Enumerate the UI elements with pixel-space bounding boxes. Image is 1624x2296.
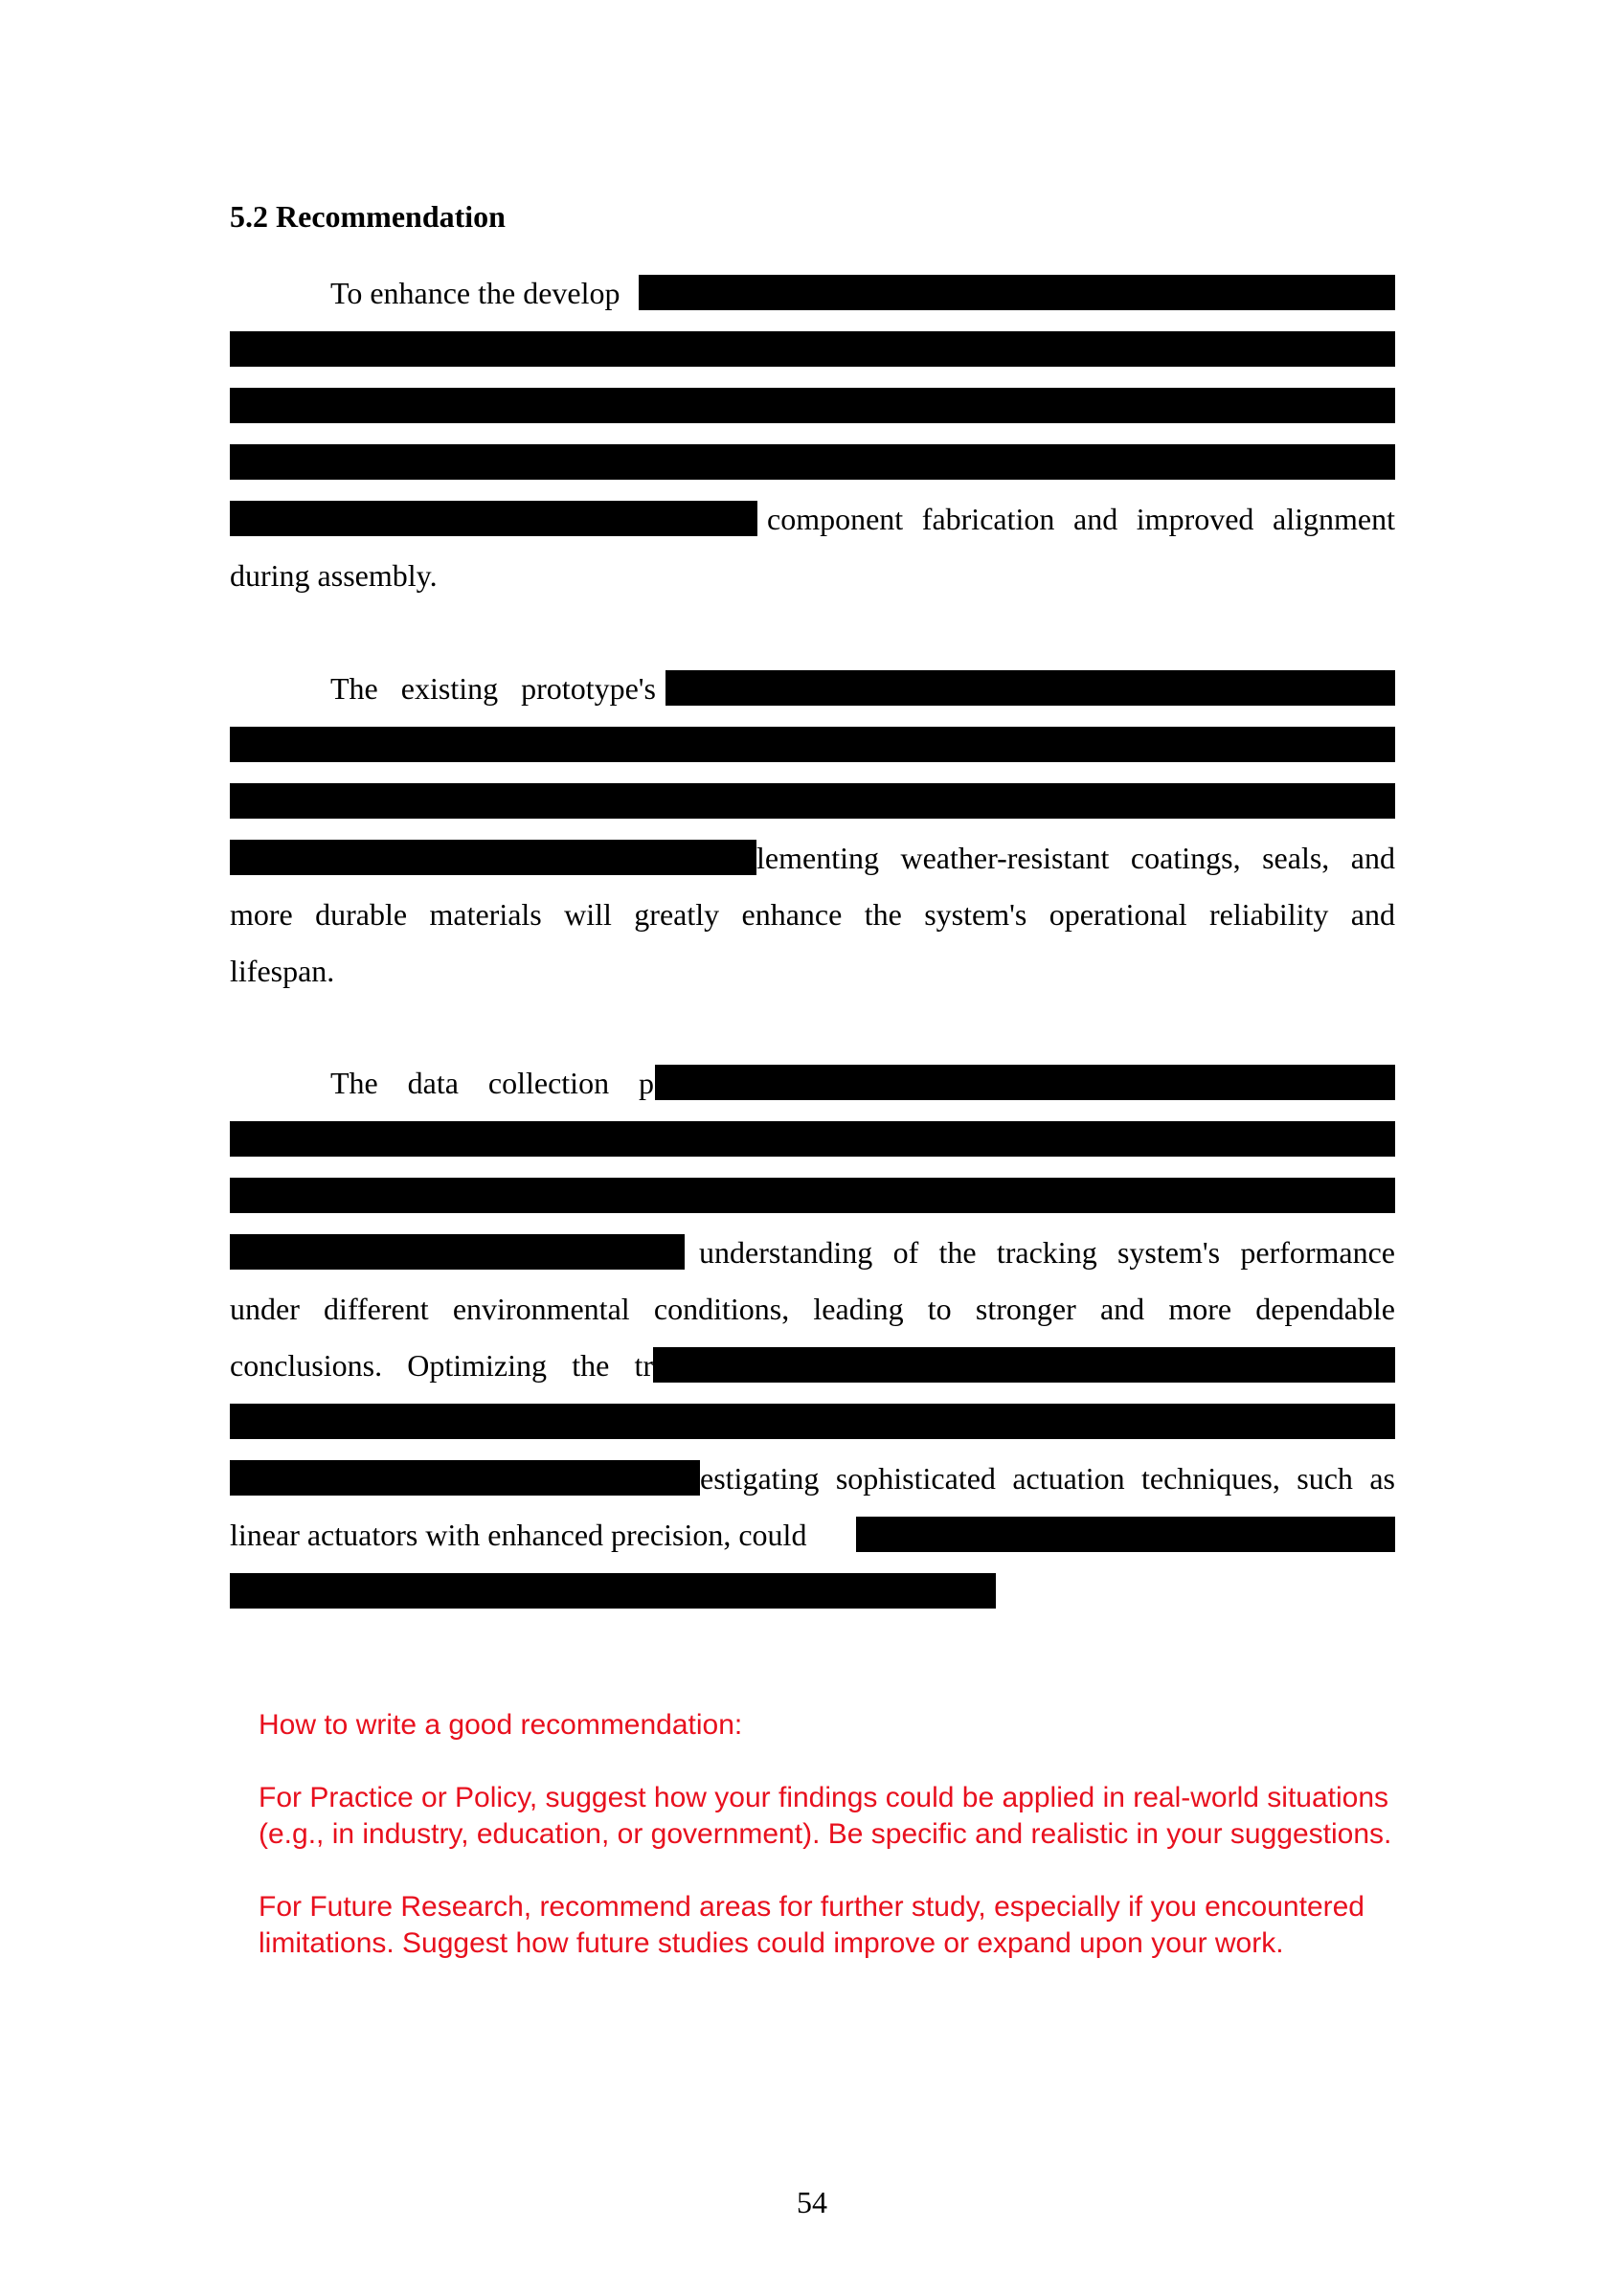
text-line (230, 1460, 1395, 1497)
redaction-bar (639, 275, 1395, 310)
section-heading: 5.2 Recommendation (230, 199, 506, 234)
guidance-title: How to write a good recommendation: (259, 1709, 743, 1741)
text-line (230, 444, 1395, 481)
text-line (230, 1065, 1395, 1101)
text-line (230, 331, 1395, 368)
redaction-bar (230, 1404, 1395, 1439)
text-line (230, 501, 1395, 537)
text-line: more durable materials will greatly enhance the system's operational reliability and (230, 897, 1395, 932)
line-text: The existing prototype's (330, 671, 656, 706)
text-line (230, 388, 1395, 424)
guidance-future: For Future Research, recommend areas for further study, especially if you encountered limitations. Suggest how future studies could improve or expand upon your work. (259, 1891, 1365, 1959)
redaction-bar (230, 1121, 1395, 1157)
text-line (230, 275, 1395, 311)
redaction-bar (665, 670, 1395, 706)
line-text: linear actuators with enhanced precision, could (230, 1518, 807, 1552)
text-line (230, 1178, 1395, 1214)
redaction-bar (856, 1517, 1395, 1552)
text-line (230, 1517, 1395, 1553)
line-text: The data collection p (330, 1066, 654, 1100)
text-line: under different environmental conditions, leading to stronger and more dependable (230, 1292, 1395, 1326)
line-text: lifespan. (230, 954, 335, 988)
text-line (230, 1234, 1395, 1271)
redaction-bar (230, 1460, 700, 1496)
page-number: 54 (797, 2185, 827, 2219)
redaction-bar (653, 1347, 1395, 1383)
line-text: component fabrication and improved alignment (767, 502, 1395, 536)
text-line (230, 953, 1395, 989)
text-line (230, 783, 1395, 820)
guidance-practice: For Practice or Policy, suggest how your findings could be applied in real-world situations (e.g., in industry, education, or government). Be specific and realistic in your suggestions. (259, 1782, 1392, 1850)
line-text: lementing weather-resistant coatings, seals, and (756, 841, 1395, 875)
text-line (230, 557, 1395, 594)
line-text: estigating sophisticated actuation techniques, such as (700, 1461, 1395, 1496)
text-line (230, 1347, 1395, 1384)
text-line (230, 670, 1395, 707)
redaction-bar (230, 388, 1395, 423)
redaction-bar (230, 840, 756, 875)
redaction-bar (230, 727, 1395, 762)
redaction-bar (230, 783, 1395, 819)
text-line (230, 727, 1395, 763)
text-line (230, 840, 1395, 876)
line-text: understanding of the tracking system's performance (699, 1235, 1395, 1270)
redaction-bar (230, 1573, 996, 1609)
redaction-bar (230, 1178, 1395, 1213)
line-text: conclusions. Optimizing the tr (230, 1348, 653, 1383)
guidance-note (259, 1707, 1408, 1962)
redaction-bar (655, 1065, 1395, 1100)
text-line (230, 1573, 1395, 1609)
text-line (230, 1404, 1395, 1440)
text-line (230, 1121, 1395, 1158)
line-text: during assembly. (230, 558, 438, 593)
redaction-bar (230, 501, 757, 536)
line-text: To enhance the develop (330, 276, 620, 310)
redaction-bar (230, 444, 1395, 480)
redaction-bar (230, 331, 1395, 367)
redaction-bar (230, 1234, 685, 1270)
